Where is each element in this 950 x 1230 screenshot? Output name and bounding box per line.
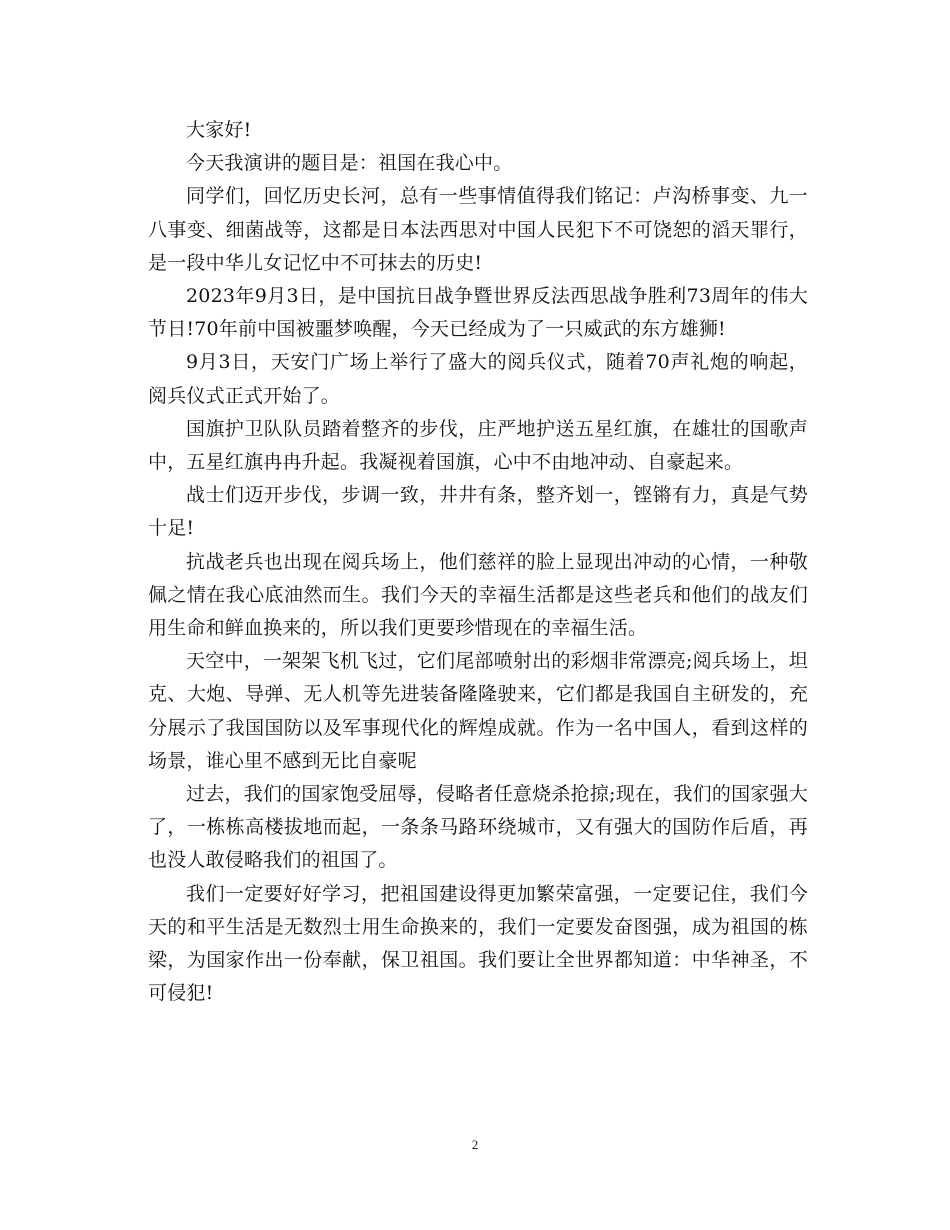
document-body (148, 114, 808, 1010)
paragraph-anniversary: 2023年9月3日，是中国抗日战争暨世界反法西思战争胜利73周年的伟大节日!70年前中国被噩梦唤醒，今天已经成为了一只威武的东方雄狮! (148, 285, 808, 341)
paragraph-equipment: 天空中，一架架飞机飞过，它们尾部喷射出的彩烟非常漂亮;阅兵场上，坦克、大炮、导弹、无人机等先进装备隆隆驶来，它们都是我国自主研发的，充分展示了我国国防以及军事现代化的辉煌成就。作为一名中国人，看到这样的场景，谁心里不感到无比自豪呢 (148, 650, 808, 772)
paragraph-conclusion: 我们一定要好好学习，把祖国建设得更加繁荣富强，一定要记住，我们今天的和平生活是无数烈士用生命换来的，我们一定要发奋图强，成为祖国的栋梁，为国家作出一份奉献，保卫祖国。我们要让全世界都知道：中华神圣，不可侵犯! (148, 882, 808, 1005)
paragraph-flag-guard: 国旗护卫队队员踏着整齐的步伐，庄严地护送五星红旗，在雄壮的国歌声中，五星红旗冉冉升起。我凝视着国旗，心中不由地冲动、自豪起来。 (148, 417, 808, 474)
paragraph-greeting: 大家好! (186, 119, 252, 141)
paragraph-soldiers: 战士们迈开步伐，步调一致，井井有条，整齐划一，铿锵有力，真是气势十足! (148, 484, 808, 540)
paragraph-veterans: 抗战老兵也出现在阅兵场上，他们慈祥的脸上显现出冲动的心情，一种敬佩之情在我心底油然而生。我们今天的幸福生活都是这些老兵和他们的战友们用生命和鲜血换来的，所以我们更要珍惜现在的幸福生活。 (148, 550, 808, 640)
page-number: 2 (471, 1137, 479, 1152)
paragraph-parade-start: 9月3日，天安门广场上举行了盛大的阅兵仪式，随着70声礼炮的响起，阅兵仪式正式开始了。 (148, 351, 808, 407)
paragraph-past-present: 过去，我们的国家饱受屈辱，侵略者任意烧杀抢掠;现在，我们的国家强大了，一栋栋高楼拔地而起，一条条马路环绕城市，又有强大的国防作后盾，再也没人敢侵略我们的祖国了。 (148, 783, 808, 872)
paragraph-topic: 今天我演讲的题目是：祖国在我心中。 (186, 152, 513, 175)
paragraph-history: 同学们，回忆历史长河，总有一些事情值得我们铭记：卢沟桥事变、九一八事变、细菌战等，这都是日本法西思对中国人民犯下不可饶恕的滔天罪行，是一段中华儿女记忆中不可抹去的历史! (148, 185, 808, 274)
